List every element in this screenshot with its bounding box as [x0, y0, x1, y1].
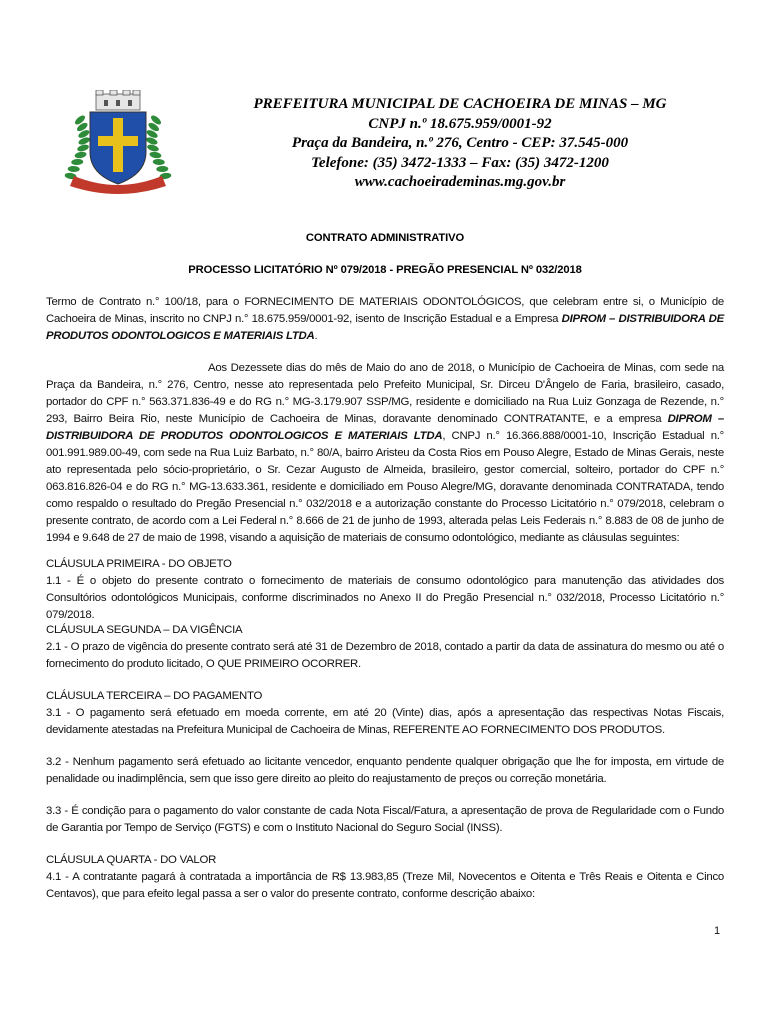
page-number: 1 — [714, 925, 721, 937]
clause-4-title: CLÁUSULA QUARTA - DO VALOR — [46, 854, 217, 866]
intro-text: Termo de Contrato n.° 100/18, para o FORNECIMENTO DE MATERIAIS ODONTOLÓGICOS, que celebram entre si, o Município de Cachoeira de Minas, inscrito no CNPJ n.° 18.675.959/0001-92, isento de Inscrição Estadual e a Empresa — [46, 296, 724, 325]
intro-paragraph — [46, 294, 724, 345]
mural-crown — [96, 90, 140, 110]
letterhead-address: Praça da Bandeira, n.º 276, Centro - CEP: 37.545-000 — [291, 135, 629, 151]
clause-1-title: CLÁUSULA PRIMEIRA - DO OBJETO — [46, 558, 232, 570]
clause-3-1: 3.1 - O pagamento será efetuado em moeda corrente, em até 20 (Vinte) dias, após a apresentação das respectivas Notas Fiscais, devidamente atestadas na Prefeitura Municipal de Cachoeira de Minas, REFERENTE AO FORNECIMENTO DOS PRODUTOS. — [46, 707, 724, 736]
preamble-company-name: DIPROM – DISTRIBUIDORA DE PRODUTOS ODONTOLOGICOS E MATERIAIS LTDA — [46, 413, 724, 442]
clause-4-1: 4.1 - A contratante pagará à contratada a importância de R$ 13.983,85 (Treze Mil, Novecentos e Oitenta e Três Reais e Oitenta e Cinco Centavos), que para efeito legal passa a ser o valor do presente contrato, conforme descrição abaixo: — [46, 871, 724, 900]
preamble-paragraph — [46, 360, 724, 547]
clause-2-title: CLÁUSULA SEGUNDA – DA VIGÊNCIA — [46, 624, 243, 636]
preamble-text-b: , CNPJ n.° 16.366.888/0001-10, Inscrição Estadual n.° 001.991.989.00-49, com sede na Rua Luiz Barbato, n.° 80/A, bairro Aristeu da Costa Rios em Pouso Alegre, Estado de Minas Gerais, neste ato representada pelo sócio-proprietário, o Sr. Cezar Augusto de Almeida, brasileiro, gestor comercial, solteiro, portador do CPF n.° 063.816.826-04 e do RG n.° MG-13.633.361, residente e domiciliado em Pouso Alegre/MG, doravante denominada CONTRATADA, tendo como respaldo o resultado do Pregão Presencial n.° 032/2018 e a autorização constante do Processo Licitatório n.° 079/2018, celebram o presente contrato, de acordo com a Lei Federal n.° 8.666 de 21 de junho de 1993, alterada pelas Leis Federais n.° 8.883 de 08 de junho de 1994 e 9.648 de 27 de maio de 1998, visando a aquisição de materiais de consumo odontológico, mediante as cláusulas seguintes: — [46, 430, 724, 544]
laurel-leaf — [146, 143, 159, 152]
letterhead-website: www.cachoeirademinas.mg.gov.br — [354, 174, 566, 190]
municipal-coat-of-arms — [60, 90, 176, 198]
letterhead-municipality: PREFEITURA MUNICIPAL DE CACHOEIRA DE MINAS – MG — [253, 96, 667, 112]
clause-3-3: 3.3 - É condição para o pagamento do valor constante de cada Nota Fiscal/Fatura, a apresentação de prova de Regularidade com o Fundo de Garantia por Tempo de Serviço (FGTS) e com o Instituto Nacional do Seguro Social (INSS). — [46, 805, 724, 834]
laurel-leaf — [68, 166, 80, 172]
document-title: CONTRATO ADMINISTRATIVO — [305, 232, 465, 244]
letterhead-phone: Telefone: (35) 3472-1333 – Fax: (35) 3472-1200 — [311, 154, 609, 171]
clause-2-1: 2.1 - O prazo de vigência do presente contrato será até 31 de Dezembro de 2018, contado a partir da data de assinatura do mesmo ou até o fornecimento do produto licitado, O QUE PRIMEIRO OCORRER. — [46, 641, 724, 670]
laurel-leaf — [74, 151, 87, 159]
document-subtitle: PROCESSO LICITATÓRIO Nº 079/2018 - PREGÃO PRESENCIAL Nº 032/2018 — [188, 264, 582, 276]
letterhead — [230, 95, 690, 193]
intro-period: . — [314, 330, 318, 342]
laurel-leaf — [76, 143, 89, 152]
laurel-leaf — [71, 159, 83, 166]
laurel-leaf — [153, 159, 165, 166]
preamble-text-a: Aos Dezessete dias do mês de Maio do ano de 2018, o Município de Cachoeira de Minas, com sede na Praça da Bandeira, n.° 276, Centro, nesse ato representada pelo Prefeito Municipal, Sr. Dirceu D'Ângelo de Faria, brasileiro, casado, portador do CPF n.° 563.371.836-49 e do RG n.° MG-3.179.907 SSP/MG, residente e domiciliado na Rua Luiz Gonzaga de Rezende, n.° 293, Bairro Beira Rio, neste Município de Cachoeira de Minas, doravante denominado CONTRATANTE, e a empresa — [46, 362, 724, 425]
letterhead-cnpj: CNPJ n.º 18.675.959/0001-92 — [368, 115, 552, 132]
clause-3-title: CLÁUSULA TERCEIRA – DO PAGAMENTO — [46, 690, 263, 702]
intro-company-name: DIPROM – DISTRIBUIDORA DE PRODUTOS ODONTOLOGICOS E MATERIAIS LTDA — [46, 313, 724, 342]
laurel-leaf — [149, 151, 162, 159]
clause-1-1: 1.1 - É o objeto do presente contrato o fornecimento de materiais de consumo odontológico para manutenção das atividades dos Consultórios odontológicos Municipais, conforme discriminados no Anexo II do Pregão Presencial n.° 032/2018, Processo Licitatório n.° 079/2018. — [46, 575, 724, 621]
laurel-leaf — [156, 166, 168, 172]
clause-3-2: 3.2 - Nenhum pagamento será efetuado ao licitante vencedor, enquanto pendente qualquer obrigação que lhe for imposta, em virtude de penalidade ou inadimplência, sem que isso gere direito ao pleito do reajustamento de preços ou correção monetária. — [46, 756, 724, 785]
